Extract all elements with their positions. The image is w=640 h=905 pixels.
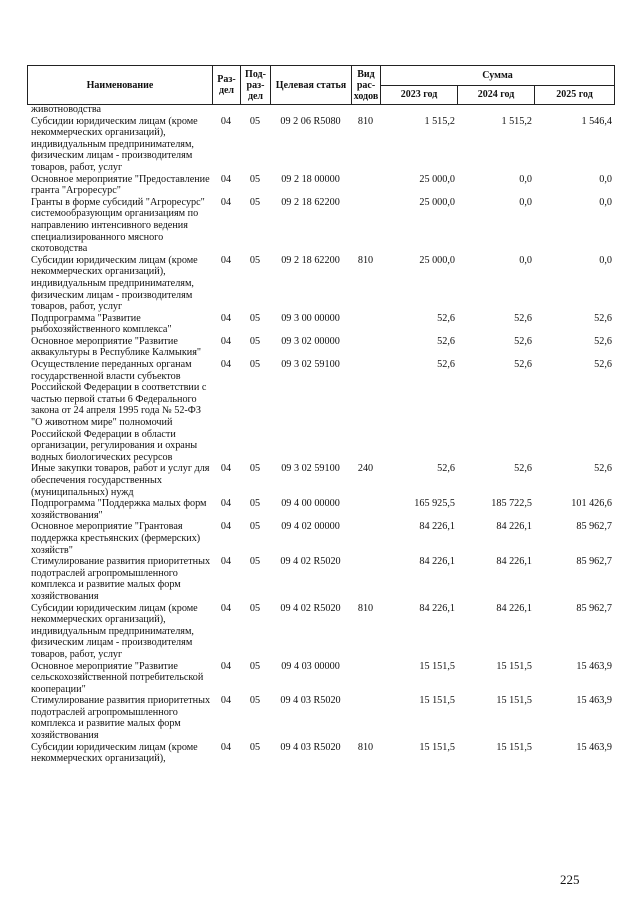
cell-razdel: 04 — [220, 741, 232, 753]
cell-podrazdel: 05 — [249, 602, 261, 614]
table-row — [27, 116, 614, 174]
cell-celevaya — [270, 104, 351, 116]
cell-name: животноводства — [31, 104, 102, 115]
cell-y2023: 15 151,5 — [419, 695, 455, 707]
cell-name: Стимулирование развития приоритетных подотраслей агропромышленного комплекса и развитие малых форм хозяйствования — [31, 556, 211, 602]
cell-podrazdel: 05 — [249, 695, 261, 707]
cell-razdel: 04 — [220, 254, 232, 266]
cell-vid — [351, 556, 380, 602]
cell-celevaya: 09 2 18 62200 — [281, 254, 340, 266]
table-row — [27, 359, 614, 463]
cell-razdel: 04 — [220, 359, 232, 371]
cell-celevaya: 09 4 02 R5020 — [280, 556, 341, 568]
cell-y2024: 15 151,5 — [496, 660, 532, 672]
cell-y2024: 52,6 — [514, 335, 532, 347]
cell-razdel: 04 — [220, 695, 232, 707]
cell-vid: 810 — [357, 254, 374, 266]
cell-y2024: 84 226,1 — [496, 556, 532, 568]
cell-podrazdel: 05 — [249, 254, 261, 266]
cell-y2025: 15 463,9 — [576, 741, 612, 753]
cell-y2023: 52,6 — [437, 359, 455, 371]
header-podrazdel: Под-раз-дел — [241, 66, 271, 105]
cell-razdel: 04 — [220, 196, 232, 208]
cell-celevaya: 09 4 03 00000 — [281, 660, 340, 672]
cell-name: Субсидии юридическим лицам (кроме некоммерческих организаций), индивидуальным предпринимателям, физическим лицам - производителям товаров, работ, услуг — [31, 602, 198, 660]
header-name: Наименование — [28, 66, 213, 105]
cell-razdel: 04 — [220, 521, 232, 533]
cell-y2023: 15 151,5 — [419, 741, 455, 753]
cell-y2025: 15 463,9 — [576, 660, 612, 672]
cell-name: Субсидии юридическим лицам (кроме некоммерческих организаций), — [31, 741, 198, 765]
cell-vid — [351, 313, 380, 336]
cell-name: Подпрограмма "Развитие рыбохозяйственного комплекса" — [31, 312, 172, 336]
cell-razdel: 04 — [220, 115, 232, 127]
cell-vid: 810 — [357, 602, 374, 614]
cell-podrazdel: 05 — [249, 660, 261, 672]
cell-y2023: 25 000,0 — [419, 173, 455, 185]
cell-name: Иные закупки товаров, работ и услуг для обеспечения государственных (муниципальных) нужд — [31, 463, 210, 498]
cell-y2024: 0,0 — [519, 254, 532, 266]
table-row — [27, 197, 614, 255]
table-row — [27, 255, 614, 313]
cell-celevaya: 09 3 02 59100 — [281, 359, 340, 371]
cell-name: Стимулирование развития приоритетных подотраслей агропромышленного комплекса и развитие малых форм хозяйствования — [31, 695, 211, 742]
cell-vid — [351, 104, 380, 116]
cell-y2025: 85 962,7 — [576, 521, 612, 533]
cell-celevaya: 09 4 02 00000 — [281, 521, 340, 533]
cell-y2025: 85 962,7 — [576, 556, 612, 568]
header-2023: 2023 год — [381, 85, 458, 105]
cell-y2025: 0,0 — [599, 173, 612, 185]
cell-razdel: 04 — [220, 498, 232, 510]
cell-podrazdel: 05 — [249, 335, 261, 347]
cell-vid — [351, 359, 380, 463]
cell-celevaya: 09 4 02 R5020 — [280, 602, 341, 614]
cell-y2023: 52,6 — [437, 335, 455, 347]
cell-podrazdel: 05 — [249, 115, 261, 127]
cell-y2024: 185 722,5 — [491, 498, 532, 510]
cell-name: Основное мероприятие "Грантовая поддержка крестьянских (фермерских) хозяйств" — [31, 521, 201, 556]
cell-y2024: 52,6 — [514, 359, 532, 371]
cell-vid — [351, 197, 380, 255]
table-row — [27, 742, 614, 765]
cell-y2025: 52,6 — [594, 463, 612, 475]
cell-name: Гранты в форме субсидий "Агроресурс" системообразующим организациям по направлению интенсивного ведения специализированного мясного скотоводства — [31, 196, 205, 255]
cell-vid — [351, 521, 380, 556]
cell-razdel — [212, 104, 240, 116]
cell-razdel: 04 — [220, 312, 232, 324]
cell-celevaya: 09 3 02 59100 — [281, 463, 340, 475]
cell-y2024 — [457, 104, 534, 116]
cell-y2023: 165 925,5 — [414, 498, 455, 510]
table-row — [27, 521, 614, 556]
table-row — [27, 104, 614, 116]
cell-podrazdel: 05 — [249, 196, 261, 208]
cell-razdel: 04 — [220, 335, 232, 347]
cell-y2024: 84 226,1 — [496, 521, 532, 533]
cell-vid: 810 — [357, 741, 374, 753]
cell-name: Основное мероприятие "Развитие аквакультуры в Республике Калмыкия" — [31, 335, 202, 359]
cell-y2025: 0,0 — [599, 196, 612, 208]
cell-vid — [351, 661, 380, 696]
header-vid: Вид рас-ходов — [352, 66, 381, 105]
cell-celevaya: 09 3 00 00000 — [281, 312, 340, 324]
cell-name: Субсидии юридическим лицам (кроме некоммерческих организаций), индивидуальным предпринимателям, физическим лицам - производителям товаров, работ, услуг — [31, 254, 198, 313]
cell-y2024: 0,0 — [519, 196, 532, 208]
cell-celevaya: 09 3 02 00000 — [281, 335, 340, 347]
cell-y2024: 0,0 — [519, 173, 532, 185]
cell-razdel: 04 — [220, 463, 232, 475]
table-row — [27, 463, 614, 498]
cell-y2025 — [534, 104, 614, 116]
cell-vid — [351, 336, 380, 359]
cell-podrazdel: 05 — [249, 312, 261, 324]
table-body — [27, 104, 614, 765]
header-summa: Сумма — [381, 66, 615, 86]
cell-y2024: 52,6 — [514, 463, 532, 475]
table-row — [27, 695, 614, 741]
table-row — [27, 661, 614, 696]
cell-razdel: 04 — [220, 173, 232, 185]
cell-name: Основное мероприятие "Развитие сельскохозяйственной потребительской кооперации" — [31, 660, 204, 695]
cell-vid: 240 — [357, 463, 374, 475]
cell-name: Подпрограмма "Поддержка малых форм хозяйствования" — [31, 498, 207, 521]
cell-y2024: 1 515,2 — [501, 115, 532, 127]
cell-vid — [351, 695, 380, 741]
table-row — [27, 336, 614, 359]
cell-celevaya: 09 4 03 R5020 — [280, 741, 341, 753]
header-razdel: Раз-дел — [213, 66, 241, 105]
cell-y2025: 52,6 — [594, 359, 612, 371]
table-row — [27, 603, 614, 661]
cell-name: Основное мероприятие "Предоставление гранта "Агроресурс" — [31, 173, 210, 197]
table-row — [27, 498, 614, 521]
cell-y2023: 1 515,2 — [424, 115, 455, 127]
cell-y2025: 1 546,4 — [581, 115, 612, 127]
cell-y2025: 15 463,9 — [576, 695, 612, 707]
cell-y2023: 84 226,1 — [419, 556, 455, 568]
table-row — [27, 556, 614, 602]
cell-celevaya: 09 2 18 62200 — [281, 196, 340, 208]
cell-celevaya: 09 4 00 00000 — [281, 498, 340, 510]
cell-podrazdel — [240, 104, 270, 116]
cell-podrazdel: 05 — [249, 359, 261, 371]
cell-podrazdel: 05 — [249, 498, 261, 510]
cell-y2023: 15 151,5 — [419, 660, 455, 672]
cell-name: Субсидии юридическим лицам (кроме некоммерческих организаций), индивидуальным предпринимателям, физическим лицам - производителям товаров, работ, услуг — [31, 115, 198, 173]
cell-vid: 810 — [357, 115, 374, 127]
cell-y2023: 52,6 — [437, 312, 455, 324]
table-row — [27, 174, 614, 197]
cell-y2023: 84 226,1 — [419, 521, 455, 533]
cell-razdel: 04 — [220, 660, 232, 672]
cell-razdel: 04 — [220, 602, 232, 614]
header-celevaya: Целевая статья — [271, 66, 352, 105]
cell-vid — [351, 498, 380, 521]
cell-y2024: 15 151,5 — [496, 695, 532, 707]
cell-y2024: 84 226,1 — [496, 602, 532, 614]
cell-y2025: 101 426,6 — [571, 498, 612, 510]
cell-y2025: 0,0 — [599, 254, 612, 266]
cell-y2025: 52,6 — [594, 335, 612, 347]
cell-podrazdel: 05 — [249, 741, 261, 753]
cell-podrazdel: 05 — [249, 521, 261, 533]
cell-celevaya: 09 4 03 R5020 — [280, 695, 341, 707]
cell-y2024: 52,6 — [514, 312, 532, 324]
cell-celevaya: 09 2 06 R5080 — [280, 115, 341, 127]
table-header — [27, 65, 615, 105]
cell-y2023: 84 226,1 — [419, 602, 455, 614]
cell-y2023: 25 000,0 — [419, 196, 455, 208]
cell-name: Осуществление переданных органам государственной власти субъектов Российской Федерации в соответствии с частью первой статьи 6 Федерального закона от 24 апреля 1995 года № 52-ФЗ "О животном мире" полномочий Российской Федерации в области организации, регулирования и охраны водных биологических ресурсов — [31, 359, 207, 463]
cell-y2023 — [380, 104, 457, 116]
cell-vid — [351, 174, 380, 197]
header-2024: 2024 год — [458, 85, 535, 105]
cell-razdel: 04 — [220, 556, 232, 568]
cell-y2025: 85 962,7 — [576, 602, 612, 614]
cell-y2025: 52,6 — [594, 312, 612, 324]
cell-podrazdel: 05 — [249, 173, 261, 185]
cell-podrazdel: 05 — [249, 556, 261, 568]
cell-y2024: 15 151,5 — [496, 741, 532, 753]
cell-y2023: 25 000,0 — [419, 254, 455, 266]
cell-celevaya: 09 2 18 00000 — [281, 173, 340, 185]
cell-podrazdel: 05 — [249, 463, 261, 475]
table-row — [27, 313, 614, 336]
cell-y2023: 52,6 — [437, 463, 455, 475]
header-2025: 2025 год — [535, 85, 615, 105]
page-number: 225 — [560, 872, 580, 887]
